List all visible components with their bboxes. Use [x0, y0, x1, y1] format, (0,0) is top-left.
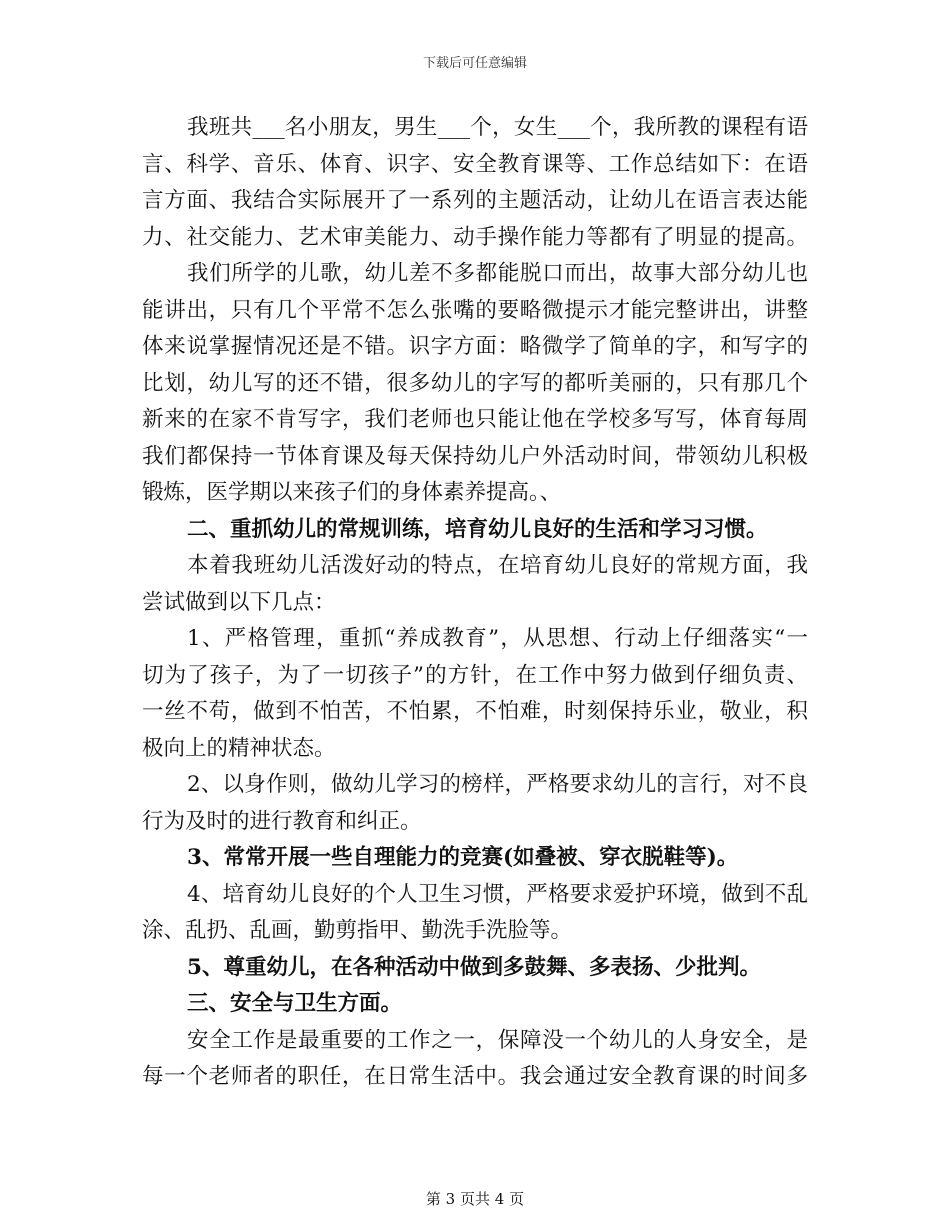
section-heading: 三、安全与卫生方面。 — [187, 991, 403, 1016]
text-line: 极向上的精神状态。 — [142, 735, 336, 761]
text-line: 一丝不苟，做到不怕苦，不怕累，不怕难，时刻保持乐业，敬业，积 — [142, 699, 808, 724]
text-line: 行为及时的进行教育和纠正。 — [142, 808, 422, 834]
text-line: 安全工作是最重要的工作之一，保障没一个幼儿的人身安全，是 — [187, 1027, 808, 1053]
text-line: 尝试做到以下几点： — [142, 589, 336, 615]
text-line: 切为了孩子，为了一切孩子”的方针，在工作中努力做到仔细负责、 — [142, 662, 808, 688]
section-heading: 二、重抓幼儿的常规训练，培育幼儿良好的生活和学习习惯。 — [187, 516, 768, 542]
text-line: 1、严格管理，重抓“养成教育”，从思想、行动上仔细落实“一 — [187, 626, 808, 651]
text-line: 新来的在家不肯写字，我们老师也只能让他在学校多写写，体育每周 — [142, 407, 808, 432]
bold-item: 5、尊重幼儿，在各种活动中做到多鼓舞、多表扬、少批判。 — [187, 954, 761, 980]
text-line: 言方面、我结合实际展开了一系列的主题活动，让幼儿在语言表达能 — [142, 188, 808, 213]
text-line: 比划，幼儿写的还不错，很多幼儿的字写的都听美丽的，只有那几个 — [142, 370, 808, 396]
text-line: 4、培育幼儿良好的个人卫生习惯，严格要求爱护环境，做到不乱 — [187, 881, 808, 907]
page-footer: 第 3 页共 4 页 — [425, 1190, 525, 1208]
text-line: 言、科学、音乐、体育、识字、安全教育课等、工作总结如下：在语 — [142, 151, 808, 177]
page-header: 下载后可任意编辑 — [422, 56, 527, 71]
text-line: 力、社交能力、艺术审美能力、动手操作能力等都有了明显的提高。 — [142, 224, 808, 250]
text-line: 锻炼，医学期以来孩子们的身体素养提高。、 — [142, 480, 562, 505]
text-line: 体来说掌握情况还是不错。识字方面：略微学了简单的字，和写字的 — [142, 334, 808, 359]
text-line: 涂、乱扔、乱画，勤剪指甲、勤洗手洗脸等。 — [142, 918, 573, 943]
text-line: 2、以身作则，做幼儿学习的榜样，严格要求幼儿的言行，对不良 — [187, 772, 808, 797]
text-line: 我们都保持一节体育课及每天保持幼儿户外活动时间，带领幼儿积极 — [142, 443, 808, 469]
text-line: 每一个老师者的职任，在日常生活中。我会通过安全教育课的时间多 — [142, 1064, 808, 1089]
bold-item: 3、常常开展一些自理能力的竞赛(如叠被、穿衣脱鞋等)。 — [187, 845, 739, 870]
document-body — [142, 110, 808, 1096]
text-line: 我们所学的儿歌，幼儿差不多都能脱口而出，故事大部分幼儿也 — [187, 261, 808, 286]
text-line: 本着我班幼儿活泼好动的特点，在培育幼儿良好的常规方面，我 — [187, 553, 808, 578]
text-line: 能讲出，只有几个平常不怎么张嘴的要略微提示才能完整讲出，讲整 — [142, 297, 808, 323]
text-line: 我班共___名小朋友，男生___个，女生___个，我所教的课程有语 — [187, 115, 808, 140]
